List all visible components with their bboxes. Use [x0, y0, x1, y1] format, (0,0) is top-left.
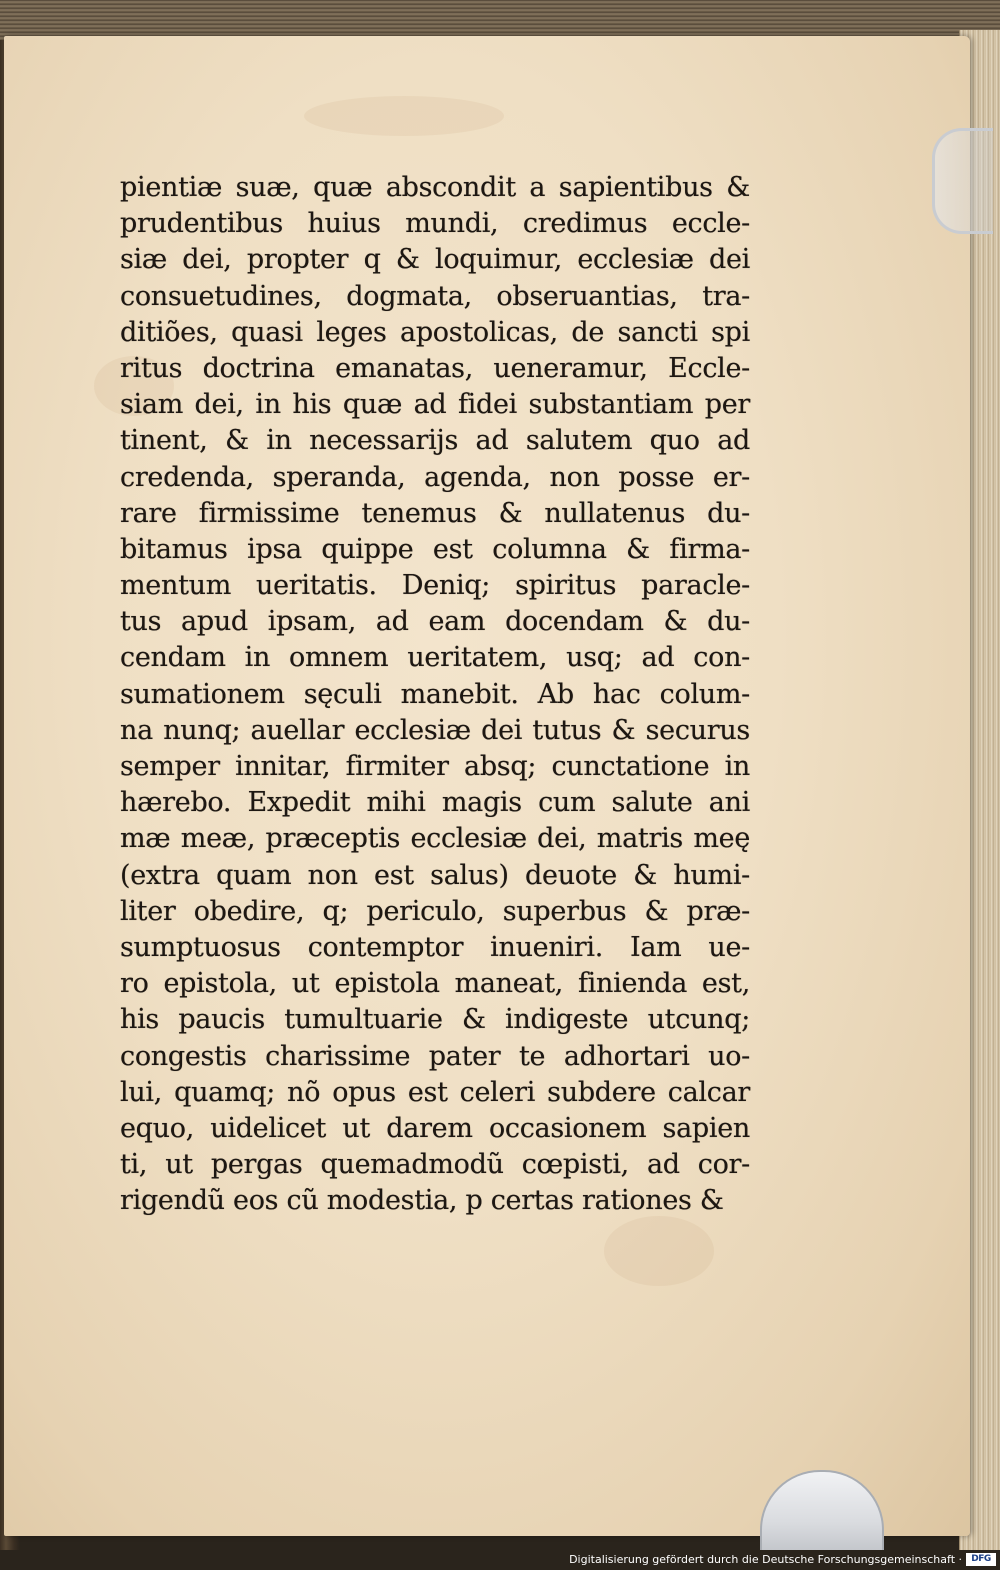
- text-line: consuetudines, dogmata, obseruantias, tra-: [120, 280, 750, 312]
- paper-stain: [304, 96, 504, 136]
- text-line: tus apud ipsam, ad eam docendam & du-: [120, 606, 750, 638]
- text-line: equo, uidelicet ut darem occasionem sapien: [120, 1112, 750, 1144]
- funding-credit: Digitalisierung gefördert durch die Deutsche Forschungsgemeinschaft ·: [569, 1553, 962, 1566]
- text-line: sumationem sęculi manebit. Ab hac colum-: [120, 678, 750, 710]
- text-line: hærebo. Expedit mihi magis cum salute ani: [120, 787, 750, 819]
- text-line: ro epistola, ut epistola maneat, finienda est,: [120, 968, 750, 1000]
- text-line: na nunq; auellar ecclesiæ dei tutus & securus: [120, 714, 750, 746]
- text-block: [120, 170, 750, 1219]
- page-clip-top: [932, 128, 993, 234]
- text-line: credenda, speranda, agenda, non posse er-: [120, 461, 750, 493]
- text-line: siæ dei, propter q & loquimur, ecclesiæ dei: [120, 244, 750, 276]
- text-line: rare firmissime tenemus & nullatenus du-: [120, 497, 750, 529]
- text-line: ritus doctrina emanatas, ueneramur, Eccle-: [120, 352, 750, 384]
- text-line: sumptuosus contemptor inueniri. Iam ue-: [120, 931, 750, 963]
- paper-stain: [604, 1216, 714, 1286]
- text-line: liter obedire, q; periculo, superbus & præ-: [120, 895, 750, 927]
- text-line: ditiões, quasi leges apostolicas, de sancti spi: [120, 316, 750, 348]
- text-line: tinent, & in necessarijs ad salutem quo ad: [120, 425, 750, 457]
- text-line: his paucis tumultuarie & indigeste utcunq;: [120, 1004, 750, 1036]
- text-line: congestis charissime pater te adhortari uo-: [120, 1040, 750, 1072]
- text-line: lui, quamq; nõ opus est celeri subdere calcar: [120, 1076, 750, 1108]
- book-top-edge: [0, 0, 1000, 40]
- text-line: rigendũ eos cũ modestia, p certas rationes &: [120, 1185, 724, 1217]
- text-line: semper innitar, firmiter absq; cunctatione in: [120, 751, 750, 782]
- text-line: pientiæ suæ, quæ abscondit a sapientibus &: [120, 172, 750, 203]
- text-line: siam dei, in his quæ ad fidei substantiam per: [120, 389, 750, 421]
- text-line: (extra quam non est salus) deuote & humi-: [120, 859, 750, 891]
- dfg-logo: DFG: [966, 1553, 996, 1566]
- text-line: cendam in omnem ueritatem, usq; ad con-: [120, 642, 750, 674]
- text-line: mentum ueritatis. Deniq; spiritus paracle-: [120, 570, 750, 602]
- text-line: prudentibus huius mundi, credimus eccle-: [120, 208, 750, 240]
- text-line: bitamus ipsa quippe est columna & firma-: [120, 533, 750, 565]
- text-line: ti, ut pergas quemadmodũ cœpisti, ad cor-: [120, 1149, 750, 1181]
- text-line: mæ meæ, præceptis ecclesiæ dei, matris meę: [120, 823, 750, 855]
